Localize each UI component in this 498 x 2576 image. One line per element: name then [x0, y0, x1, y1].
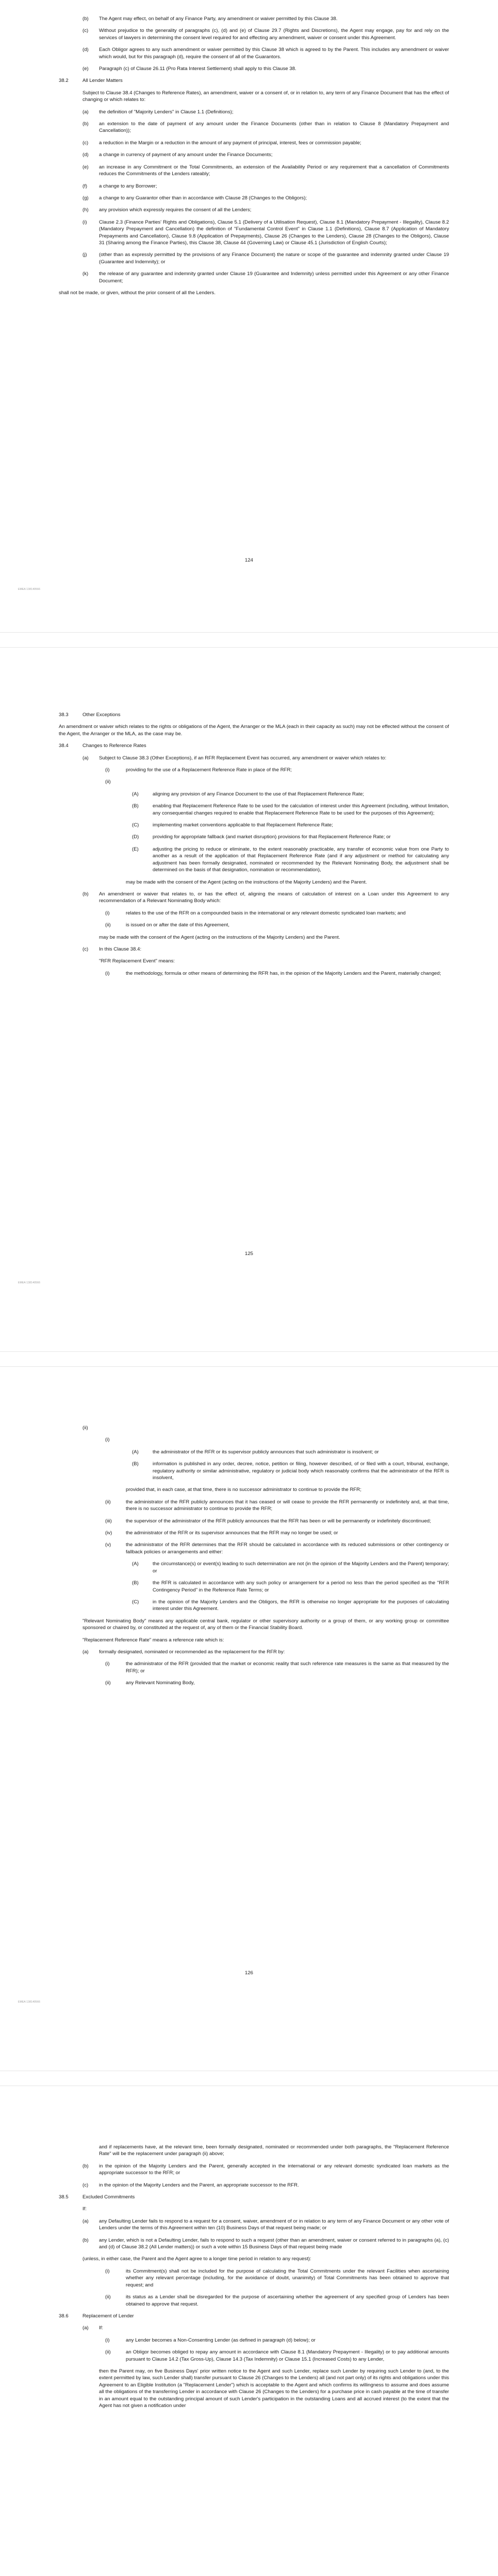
list-item-text: enabling that Replacement Reference Rate to be used for the calculation of interest under this Agreement (including, without limitation, any consequential changes required to enable that Replacement Reference Rate to be used for the purposes of this Agreement);	[153, 803, 449, 816]
section-heading: 38.5 Excluded Commitments	[59, 2194, 135, 2200]
list-item-number: (c)	[82, 140, 89, 146]
list-item	[132, 1461, 449, 1481]
list-item-text: in the opinion of the Majority Lenders and the Parent, an appropriate successor to the RFR.	[99, 2182, 299, 2188]
list-item-text: a change in currency of payment of any amount under the Finance Documents;	[99, 152, 273, 158]
list-item	[105, 2294, 449, 2308]
list-item	[82, 140, 449, 146]
list-item-number: (C)	[132, 822, 139, 828]
list-item-number: (k)	[82, 271, 89, 277]
list-item-text: its status as a Lender shall be disregarded for the purpose of ascertaining whether the agreement of any specified group of Lenders has been obtained to approve that request.	[126, 2294, 449, 2307]
section-heading: 38.4 Changes to Reference Rates	[59, 743, 146, 749]
paragraph: may be made with the consent of the Agent (acting on the instructions of the Majority Lenders) and the Parent.	[99, 934, 340, 940]
list-item-text: the supervisor of the administrator of the RFR publicly announces that the RFR has been or will be permanently or indefinitely discontinued;	[126, 1518, 431, 1524]
list-item	[132, 1599, 449, 1613]
paragraph: and if replacements have, at the relevant time, been formally designated, nominated or recommended under both paragraphs, the "Replacement Reference Rate" will be the replacement under paragraph (ii) above;	[99, 2144, 449, 2157]
list-item-text: the administrator of the RFR or its supervisor announces that the RFR may no longer be used; or	[126, 1530, 338, 1536]
page-number: 126	[244, 1970, 253, 1976]
page-separator	[0, 632, 498, 648]
closing-paragraph: shall not be made, or given, without the prior consent of all the Lenders.	[59, 290, 215, 296]
list-item-text: the administrator of the RFR or its supervisor publicly announces that such administrator is insolvent; or	[153, 1449, 379, 1455]
list-item-number: (ii)	[105, 922, 111, 928]
list-item	[82, 207, 449, 213]
list-item: (b) An amendment or waiver that relates to, or has the effect of, aligning the means of calculation of interest on a Loan under this Agreement to any recommendation of a Relevant Nominating Body which:	[82, 891, 449, 904]
list-item-text: a reduction in the Margin or a reduction in the amount of any payment of principal, interest, fees or commission payable;	[99, 140, 361, 146]
list-item	[132, 1561, 449, 1574]
list-item-number: (h)	[82, 207, 89, 213]
list-item: (i)	[105, 1437, 110, 1443]
list-item	[105, 922, 449, 928]
list-item	[132, 822, 449, 828]
list-item-number: (B)	[132, 1461, 139, 1467]
list-item-text: implementing market conventions applicable to that Replacement Reference Rate;	[153, 822, 333, 828]
paragraph: An amendment or waiver which relates to the rights or obligations of the Agent, the Arranger or the MLA (each in their capacity as such) may not be effected without the consent of the Agent, the Arranger or the MLA, as the case may be.	[59, 724, 449, 737]
list-item-text: Each Obligor agrees to any such amendment or waiver permitted by this Clause 38 which is agreed to by the Parent. This includes any amendment or waiver which would, but for this paragraph (d), require the consent of all of the Guarantors.	[99, 47, 449, 60]
list-item-number: (ii)	[105, 2349, 111, 2355]
list-item-text: in the opinion of the Majority Lenders and the Obligors, the RFR is otherwise no longer appropriate for the purposes of calculating interest under this Agreement.	[153, 1599, 449, 1612]
list-item	[82, 270, 449, 284]
list-item	[132, 803, 449, 817]
list-item	[105, 1541, 449, 1555]
list-item-text: any Lender, which is not a Defaulting Lender, fails to respond to such a request (other than an amendment, waiver or consent referred to in paragraphs (a), (c) and (d) of Clause 38.2 (All Lender matters)) or such a vote within 15 Business Days of that request being made	[99, 2237, 449, 2250]
list-item	[82, 65, 449, 72]
list-item-text: any provision which expressly requires the consent of all the Lenders;	[99, 207, 252, 213]
list-item-number: (ii)	[105, 2294, 111, 2300]
list-item	[82, 151, 449, 158]
section-heading: 38.3 Other Exceptions	[59, 712, 121, 718]
list-item	[105, 2337, 449, 2344]
list-item-text: providing for appropriate fallback (and market disruption) provisions for that Replacement Reference Rate; or	[153, 834, 391, 840]
page-number: 125	[244, 1251, 253, 1257]
list-item-number: (d)	[82, 47, 89, 53]
list-item-text: the release of any guarantee and indemnity granted under Clause 19 (Guarantee and Indemnity) unless permitted under this Agreement or any other Finance Document;	[99, 271, 449, 284]
list-item	[132, 834, 449, 840]
list-item-text: is issued on or after the date of this Agreement,	[126, 922, 230, 928]
list-item: (ii)	[82, 1425, 88, 1431]
list-item-text: The Agent may effect, on behalf of any Finance Party, any amendment or waiver permitted by this Clause 38.	[99, 16, 338, 22]
list-item-number: (f)	[82, 183, 88, 189]
list-item	[132, 791, 449, 798]
list-item-number: (A)	[132, 1449, 139, 1455]
list-item	[105, 910, 449, 917]
list-item-number: (ii)	[105, 1680, 111, 1686]
list-item	[105, 2349, 449, 2363]
list-item-number: (B)	[132, 803, 139, 809]
list-item	[82, 251, 449, 265]
list-item	[82, 46, 449, 60]
list-item-number: (i)	[105, 2268, 110, 2274]
list-item: (a) If:	[82, 2325, 103, 2331]
list-item	[132, 1449, 449, 1455]
list-item-text: the circumstance(s) or event(s) leading to such determination are not (in the opinion of the Majority Lenders and the Parent) temporary; or	[153, 1561, 449, 1574]
list-item	[82, 27, 449, 41]
list-item-text: any Defaulting Lender fails to respond to a request for a consent, waiver, amendment of or in relation to any term of any Finance Document or any other vote of Lenders under the terms of this Agreement within ten (10) Business Days of that request being made; or	[99, 2218, 449, 2231]
page-126	[0, 1367, 498, 2071]
list-item-number: (a)	[82, 2218, 89, 2224]
paragraph: then the Parent may, on five Business Days' prior written notice to the Agent and such Lender, replace such Lender by requiring such Lender to (and, to the extent permitted by law, such Lender shall) transfer pursuant to Clause 26 (Changes to the Lenders) all (and not part only) of its rights and obligations under this Agreement to an Eligible Institution (a "Replacement Lender") which is acceptable to the Agent and which confirms its willingness to assume and does assume all the obligations of the transferring Lender in accordance with Clause 26 (Changes to the Lenders) for a purchase price in cash payable at the time of transfer in an amount equal to the outstanding principal amount of such Lender's participation in the outstanding Loans and all accrued interest (to the extent that the Agent has not given a notification under	[99, 2368, 449, 2409]
list-item-text: its Commitment(s) shall not be included for the purpose of calculating the Total Commitments under the relevant Facilities when ascertaining whether any relevant percentage (including, for the avoidance of doubt, unanimity) of Total Commitments has been obtained to approve that request; and	[126, 2268, 449, 2288]
paragraph: (unless, in either case, the Parent and the Agent agree to a longer time period in relation to any request):	[82, 2256, 311, 2262]
list-item	[132, 846, 449, 874]
list-item	[82, 109, 449, 115]
list-item-number: (b)	[82, 2237, 89, 2243]
list-item-number: (b)	[82, 2163, 89, 2169]
list-item	[105, 1660, 449, 1674]
definition: "Relevant Nominating Body" means any applicable central bank, regulator or other supervisory authority or a group of them, or any working group or committee sponsored or chaired by, or constituted at the request of, any of them or the Financial Stability Board.	[82, 1618, 449, 1631]
doc-reference: EMEA 138140566	[18, 1281, 41, 1284]
list-item-text: the definition of "Majority Lenders" in Clause 1.1 (Definitions);	[99, 109, 234, 115]
list-item	[82, 121, 449, 134]
paragraph: If:	[82, 2206, 87, 2212]
paragraph: may be made with the consent of the Agent (acting on the instructions of the Majority Lenders) and the Parent.	[126, 879, 367, 885]
list-item-number: (A)	[132, 1561, 139, 1567]
list-item: (a) Subject to Clause 38.3 (Other Exceptions), if an RFR Replacement Event has occurred, any amendment or waiver which relates to:	[82, 755, 387, 761]
list-item-text: any Lender becomes a Non-Consenting Lender (as defined in paragraph (d) below); or	[126, 2337, 316, 2343]
list-item-number: (e)	[82, 164, 89, 170]
list-item-text: the administrator of the RFR determines that the RFR should be calculated in accordance with its reduced submissions or other contingency or fallback policies or arrangements and either:	[126, 1542, 449, 1555]
list-item	[82, 164, 449, 178]
paragraph: provided that, in each case, at that time, there is no successor administrator to continue to provide the RFR;	[126, 1487, 362, 1493]
list-item	[82, 2218, 449, 2232]
list-item-number: (C)	[132, 1599, 139, 1605]
list-item-number: (i)	[105, 910, 110, 916]
list-item-number: (A)	[132, 791, 139, 797]
page-separator	[0, 1351, 498, 1367]
list-item-number: (c)	[82, 2182, 89, 2188]
page-separator	[0, 2071, 498, 2086]
list-item: (i) the methodology, formula or other means of determining the RFR has, in the opinion of the Majority Lenders and the Parent, materially changed;	[105, 970, 441, 976]
list-item: (ii)	[105, 779, 111, 785]
list-item-number: (i)	[105, 1661, 110, 1667]
list-item-number: (iii)	[105, 1518, 112, 1524]
list-item-text: relates to the use of the RFR on a compounded basis in the international or any relevant domestic syndicated loan markets; and	[126, 910, 406, 916]
page-number: 124	[244, 557, 253, 563]
list-item	[82, 219, 449, 247]
list-item	[82, 2182, 449, 2189]
list-item-text: any Relevant Nominating Body,	[126, 1680, 195, 1686]
list-item-number: (d)	[82, 152, 89, 158]
list-item-text: Clause 2.3 (Finance Parties' Rights and Obligations), Clause 5.1 (Delivery of a Utilisation Request), Clause 8.1 (Mandatory Prepayment - Illegality), Clause 8.2 (Mandatory Prepayment and Cancellation) the definition of "Fundamental Control Event" in Clause 1.1 (Definitions), Clause 8.7 (Application of Mandatory Prepayments and Cancellation), Clause 9.8 (Application of Prepayments), Clause 26 (Changes to the Lenders), Clause 28 (Changes to the Obligors), Clause 31 (Sharing among the Finance Parties), this Clause 38, Clause 44 (Governing Law) or Clause 45.1 (Jurisdiction of English Courts);	[99, 219, 449, 246]
list-item: (a) formally designated, nominated or recommended as the replacement for the RFR by:	[82, 1649, 285, 1655]
doc-reference: EMEA 138140566	[18, 588, 41, 591]
list-item	[82, 15, 449, 22]
list-item-text: an extension to the date of payment of any amount under the Finance Documents (other than in relation to Clause 8 (Mandatory Prepayment and Cancellation));	[99, 121, 449, 134]
list-item-number: (i)	[105, 2337, 110, 2343]
list-item-text: the administrator of the RFR (provided that the market or economic reality that such reference rate measures is the same as that measured by the RFR); or	[126, 1661, 449, 1674]
section-heading: 38.2 All Lender Matters	[59, 78, 123, 84]
intro-paragraph: Subject to Clause 38.4 (Changes to Reference Rates), an amendment, waiver or a consent of, or in relation to, any term of any Finance Document that has the effect of changing or which relates to:	[82, 90, 449, 103]
list-item-text: adjusting the pricing to reduce or eliminate, to the extent reasonably practicable, any transfer of economic value from one Party to another as a result of the application of that Replacement Reference Rate (and if any adjustment or method for calculating any adjustment has been formally designated, nominated or recommended by the Relevant Nominating Body, the adjustment shall be determined on the basis of that designation, nomination or recommendation),	[153, 846, 449, 873]
page-124	[0, 0, 498, 632]
list-item-number: (B)	[132, 1580, 139, 1586]
list-item-text: the RFR is calculated in accordance with any such policy or arrangement for a period no less than the period specified as the "RFR Contingency Period" in the Reference Rate Terms; or	[153, 1580, 449, 1593]
list-item-number: (b)	[82, 121, 89, 127]
list-item-number: (e)	[82, 66, 89, 72]
list-item-number: (ii)	[105, 1499, 111, 1505]
list-item-text: Paragraph (c) of Clause 26.11 (Pro Rata Interest Settlement) shall apply to this Clause 38.	[99, 66, 296, 72]
list-item-number: (i)	[82, 219, 87, 225]
list-item-text: aligning any provision of any Finance Document to the use of that Replacement Reference Rate;	[153, 791, 364, 797]
list-item	[132, 1580, 449, 1594]
list-item-text: a change to any Borrower;	[99, 183, 157, 189]
page-127	[0, 2086, 498, 2576]
list-item	[105, 1499, 449, 1513]
list-item-text: a change to any Guarantor other than in accordance with Clause 28 (Changes to the Obligors);	[99, 195, 307, 201]
list-item-number: (b)	[82, 16, 89, 22]
list-item-text: information is published in any order, decree, notice, petition or filing, however described, of or filed with a court, tribunal, exchange, regulatory authority or similar administrative, regulatory or judicial body which reasonably confirms that the administrator of the RFR is insolvent,	[153, 1461, 449, 1481]
list-item: (i) providing for the use of a Replacement Reference Rate in place of the RFR;	[105, 767, 292, 773]
section-heading: 38.6 Replacement of Lender	[59, 2313, 134, 2319]
list-item	[105, 1530, 449, 1536]
definition: "RFR Replacement Event" means:	[99, 958, 175, 964]
list-item	[105, 1680, 449, 1686]
list-item-number: (iv)	[105, 1530, 112, 1536]
list-item-text: an increase in any Commitment or the Total Commitments, an extension of the Availability Period or any requirement that a cancellation of Commitments reduces the Commitments of the Lenders rateably;	[99, 164, 449, 177]
list-item: (c) In this Clause 38.4:	[82, 946, 142, 952]
list-item-number: (a)	[82, 109, 89, 115]
list-item	[105, 1518, 449, 1524]
doc-reference: EMEA 138140566	[18, 2001, 41, 2004]
list-item-text: (other than as expressly permitted by the provisions of any Finance Document) the nature or scope of the guarantee and indemnity granted under Clause 19 (Guarantee and Indemnity); or	[99, 252, 449, 265]
list-item	[105, 2268, 449, 2289]
list-item-text: an Obligor becomes obliged to repay any amount in accordance with Clause 8.1 (Mandatory Prepayment - Illegality) or to pay additional amounts pursuant to Clause 14.2 (Tax Gross-Up), Clause 14.3 (Tax Indemnity) or Clause 15.1 (Increased Costs) to any Lender,	[126, 2349, 449, 2362]
list-item-number: (j)	[82, 252, 87, 258]
list-item	[82, 2163, 449, 2177]
list-item-text: the administrator of the RFR publicly announces that it has ceased or will cease to provide the RFR permanently or indefinitely and, at that time, there is no successor administrator to continue to provide the RFR;	[126, 1499, 449, 1512]
list-item	[82, 195, 449, 201]
list-item-number: (g)	[82, 195, 89, 201]
list-item-text: Without prejudice to the generality of paragraphs (c), (d) and (e) of Clause 29.7 (Rights and Discretions), the Agent may engage, pay for and rely on the services of lawyers in determining the consent level required for and effecting any amendment, waiver or consent under this Agreement.	[99, 28, 449, 41]
list-item-number: (D)	[132, 834, 139, 840]
list-item-text: in the opinion of the Majority Lenders and the Parent, generally accepted in the international or any relevant domestic syndicated loan markets as the appropriate successor to the RFR; or	[99, 2163, 449, 2176]
list-item-number: (v)	[105, 1542, 111, 1548]
list-item	[82, 183, 449, 190]
list-item-number: (c)	[82, 28, 89, 34]
list-item-number: (E)	[132, 846, 139, 852]
definition: "Replacement Reference Rate" means a reference rate which is:	[82, 1637, 224, 1643]
list-item	[82, 2237, 449, 2251]
page-125	[0, 648, 498, 1351]
